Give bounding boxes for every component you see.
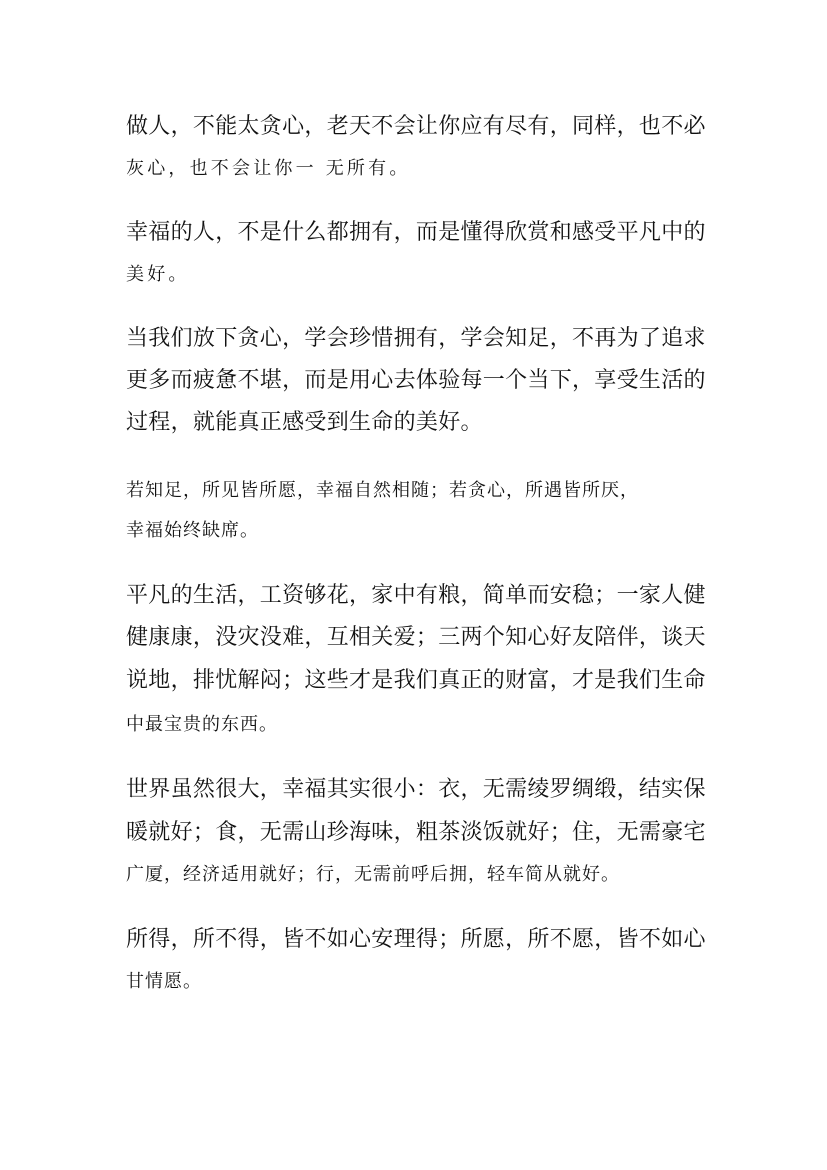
- text-line: 所得，所不得，皆不如心安理得；所愿，所不愿，皆不如心: [126, 927, 706, 952]
- text-line: 中最宝贵的东西。: [126, 714, 278, 735]
- text-line: 暖就好；食，无需山珍海味，粗茶淡饭就好；住，无需豪宅: [126, 820, 706, 845]
- text-line: 当我们放下贪心，学会珍惜拥有，学会知足，不再为了追求: [126, 326, 706, 351]
- text-line: 健康康，没灾没难，互相关爱；三两个知心好友陪伴，谈天: [126, 625, 706, 650]
- text-line: 更多而疲惫不堪，而是用心去体验每一个当下，享受生活的: [126, 368, 706, 393]
- text-line: 做人，不能太贪心，老天不会让你应有尽有，同样，也不必: [126, 114, 706, 139]
- text-line: 广厦，经济适用就好；行，无需前呼后拥，轻车简从就好。: [126, 864, 620, 885]
- text-line: 幸福始终缺席。: [126, 520, 259, 541]
- text-line: 说地，排忧解闷；这些才是我们真正的财富，才是我们生命: [126, 668, 706, 693]
- text-line: 灰心，也不会让你一 无所有。: [126, 158, 411, 179]
- text-line: 美好。: [126, 264, 190, 285]
- text-line: 若知足，所见皆所愿，幸福自然相随；若贪心，所遇皆所厌，: [126, 480, 639, 501]
- text-line: 过程，就能真正感受到生命的美好。: [126, 410, 483, 435]
- text-line: 平凡的生活，工资够花，家中有粮，简单而安稳；一家人健: [126, 583, 706, 608]
- text-line: 世界虽然很大，幸福其实很小：衣，无需绫罗绸缎，结实保: [126, 777, 706, 802]
- text-line: 幸福的人，不是什么都拥有，而是懂得欣赏和感受平凡中的: [126, 220, 706, 245]
- text-line: 甘情愿。: [126, 971, 202, 992]
